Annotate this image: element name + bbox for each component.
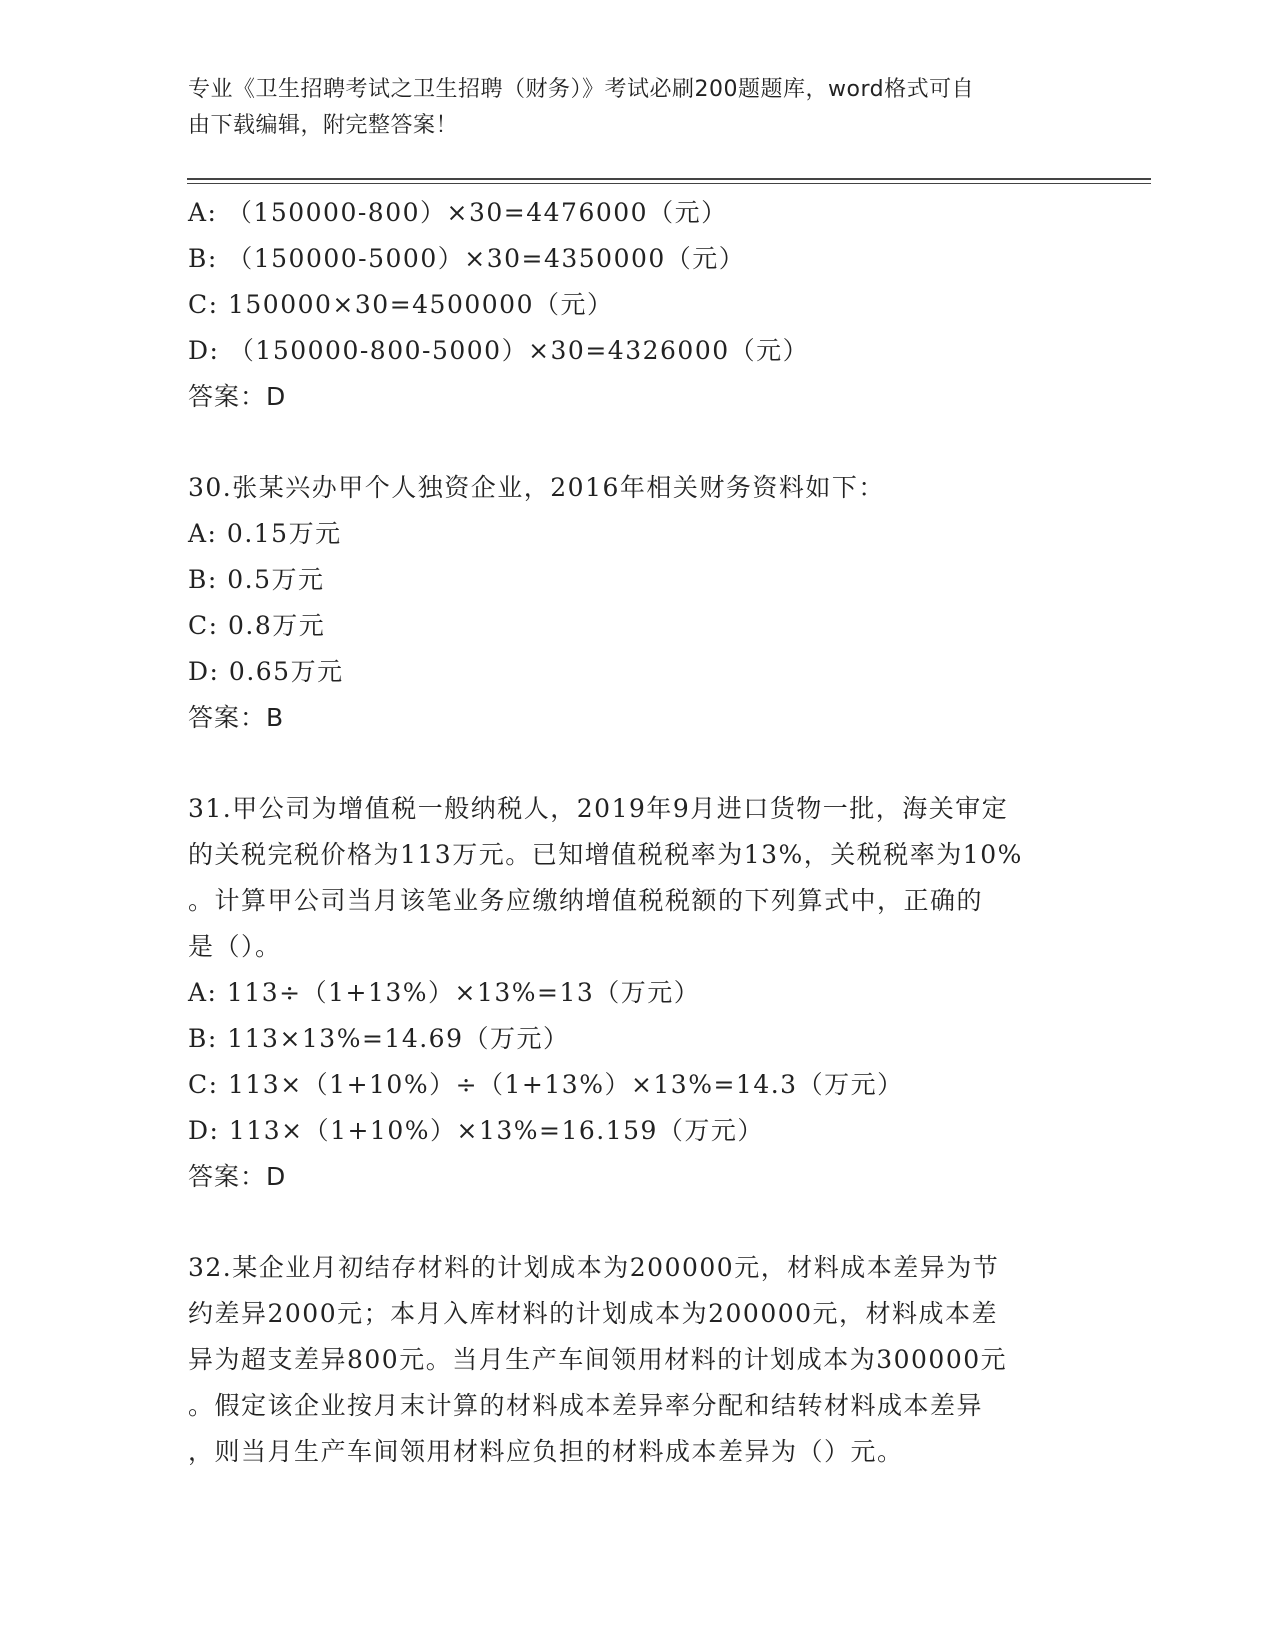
option-b: B: 113×13%=14.69（万元）	[188, 1024, 570, 1053]
spacer	[188, 420, 1088, 465]
spacer	[188, 741, 1088, 786]
question-stem-line: 。计算甲公司当月该笔业务应缴纳增值税税额的下列算式中，正确的	[188, 886, 984, 915]
question-stem-line: 。假定该企业按月末计算的材料成本差异率分配和结转材料成本差异	[188, 1391, 984, 1420]
document-body	[188, 190, 1088, 1475]
question-stem: 30.张某兴办甲个人独资企业，2016年相关财务资料如下：	[188, 473, 885, 502]
option-c: C: 0.8万元	[188, 611, 326, 640]
spacer	[188, 1200, 1088, 1245]
question-30	[188, 465, 1088, 741]
question-stem-line: 异为超支差异800元。当月生产车间领用材料的计划成本为300000元	[188, 1345, 1008, 1374]
option-d: D: 0.65万元	[188, 657, 344, 686]
option-a: A: 113÷（1+13%）×13%=13（万元）	[188, 978, 701, 1007]
option-d: D: 113×（1+10%）×13%=16.159（万元）	[188, 1116, 764, 1145]
option-c: C: 113×（1+10%）÷（1+13%）×13%=14.3（万元）	[188, 1070, 904, 1099]
option-c: C: 150000×30=4500000（元）	[188, 290, 614, 319]
question-stem-line: 的关税完税价格为113万元。已知增值税税率为13%，关税税率为10%	[188, 840, 1023, 869]
option-b: B: （150000-5000）×30=4350000（元）	[188, 244, 746, 273]
question-31	[188, 786, 1088, 1200]
header-line-2: 由下载编辑，附完整答案！	[188, 113, 459, 138]
answer: 答案：D	[188, 382, 287, 411]
answer: 答案：D	[188, 1162, 287, 1191]
header-divider-thick	[187, 178, 1151, 180]
answer: 答案：B	[188, 703, 285, 732]
question-stem-line: 31.甲公司为增值税一般纳税人，2019年9月进口货物一批，海关审定	[188, 794, 1009, 823]
option-a: A: （150000-800）×30=4476000（元）	[188, 198, 728, 227]
question-stem-line: ，则当月生产车间领用材料应负担的材料成本差异为（）元。	[188, 1437, 904, 1466]
option-b: B: 0.5万元	[188, 565, 325, 594]
question-stem-line: 32.某企业月初结存材料的计划成本为200000元，材料成本差异为节	[188, 1253, 1000, 1282]
document-header	[188, 72, 1068, 144]
option-d: D: （150000-800-5000）×30=4326000（元）	[188, 336, 810, 365]
header-divider-thin	[187, 183, 1151, 184]
question-stem-line: 约差异2000元；本月入库材料的计划成本为200000元，材料成本差	[188, 1299, 999, 1328]
option-a: A: 0.15万元	[188, 519, 342, 548]
question-stem-line: 是（）。	[188, 932, 282, 961]
question-29	[188, 190, 1088, 420]
question-32	[188, 1245, 1088, 1475]
header-line-1: 专业《卫生招聘考试之卫生招聘（财务）》考试必刷200题题库，word格式可自	[188, 77, 975, 102]
